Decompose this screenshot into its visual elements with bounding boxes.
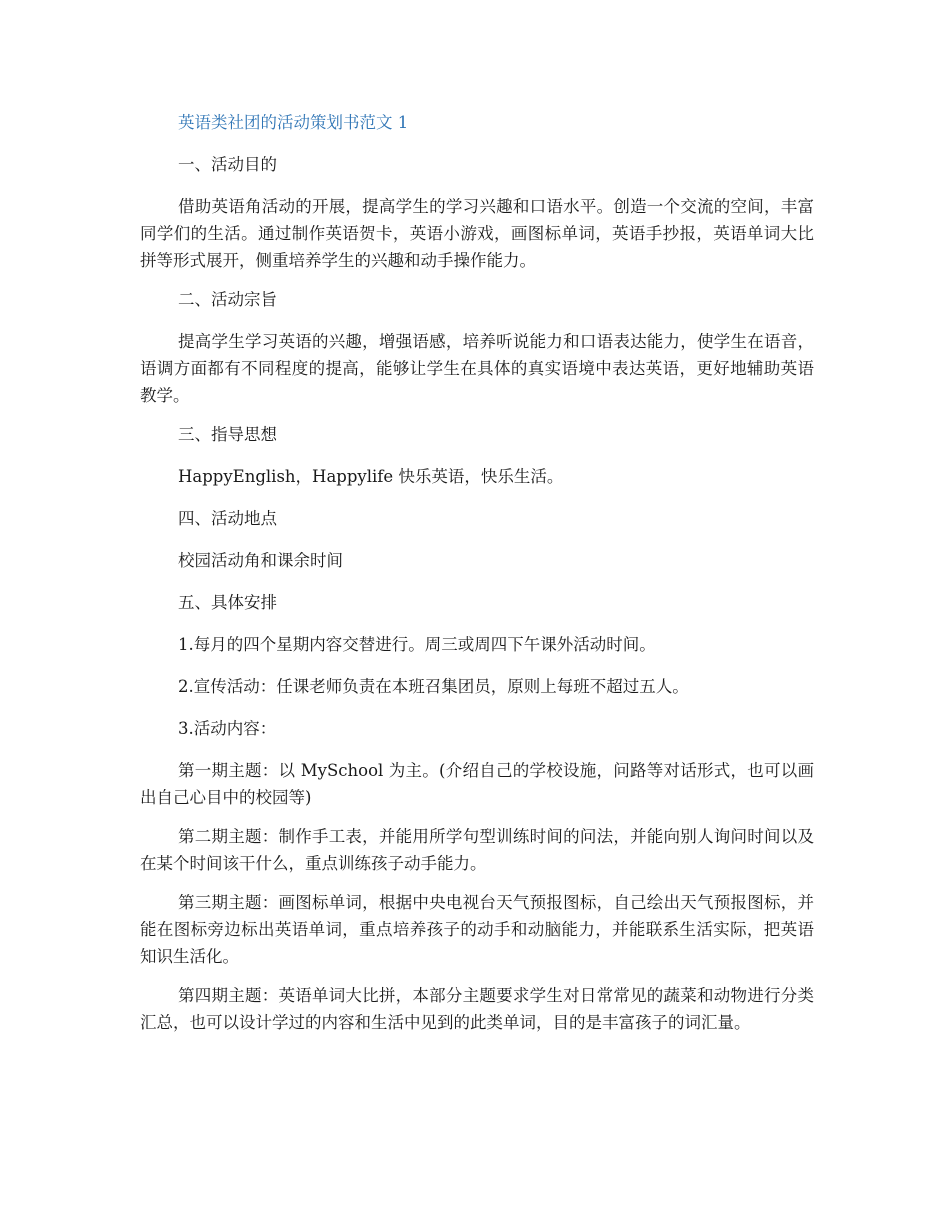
section-heading-guiding-idea: 三、指导思想 bbox=[178, 425, 277, 444]
theme-paragraph: 第四期主题：英语单词大比拼，本部分主题要求学生对日常常见的蔬菜和动物进行分类汇总，也可以设计学过的内容和生活中见到的此类单词，目的是丰富孩子的词汇量。 bbox=[140, 986, 814, 1032]
section-heading-location: 四、活动地点 bbox=[178, 509, 277, 528]
theme-paragraph: 第一期主题：以 MySchool 为主。(介绍自己的学校设施，问路等对话形式，也可以画出自己心目中的校园等) bbox=[140, 761, 814, 807]
theme-paragraph: 第二期主题：制作手工表，并能用所学句型训练时间的问法，并能向别人询问时间以及在某个时间该干什么，重点训练孩子动手能力。 bbox=[140, 827, 814, 873]
arrangement-item: 3.活动内容： bbox=[178, 719, 277, 738]
section-line-location: 校园活动角和课余时间 bbox=[178, 551, 343, 570]
section-heading-aim: 二、活动宗旨 bbox=[178, 290, 277, 309]
arrangement-item: 2.宣传活动：任课老师负责在本班召集团员，原则上每班不超过五人。 bbox=[178, 677, 689, 696]
arrangement-item: 1.每月的四个星期内容交替进行。周三或周四下午课外活动时间。 bbox=[178, 635, 656, 654]
section-heading-arrangement: 五、具体安排 bbox=[178, 593, 277, 612]
document-title: 英语类社团的活动策划书范文 1 bbox=[178, 113, 409, 132]
section-heading-purpose: 一、活动目的 bbox=[178, 155, 277, 174]
section-paragraph-aim: 提高学生学习英语的兴趣，增强语感，培养听说能力和口语表达能力，使学生在语音，语调方面都有不同程度的提高，能够让学生在具体的真实语境中表达英语，更好地辅助英语教学。 bbox=[140, 332, 814, 405]
section-paragraph-purpose: 借助英语角活动的开展，提高学生的学习兴趣和口语水平。创造一个交流的空间，丰富同学们的生活。通过制作英语贺卡，英语小游戏，画图标单词，英语手抄报，英语单词大比拼等形式展开，侧重培养学生的兴趣和动手操作能力。 bbox=[140, 197, 814, 270]
document-body bbox=[140, 107, 814, 1036]
section-line-guiding-idea: HappyEnglish，Happylife 快乐英语，快乐生活。 bbox=[178, 467, 564, 486]
theme-paragraph: 第三期主题：画图标单词，根据中央电视台天气预报图标，自己绘出天气预报图标，并能在图标旁边标出英语单词，重点培养孩子的动手和动脑能力，并能联系生活实际，把英语知识生活化。 bbox=[140, 893, 814, 966]
